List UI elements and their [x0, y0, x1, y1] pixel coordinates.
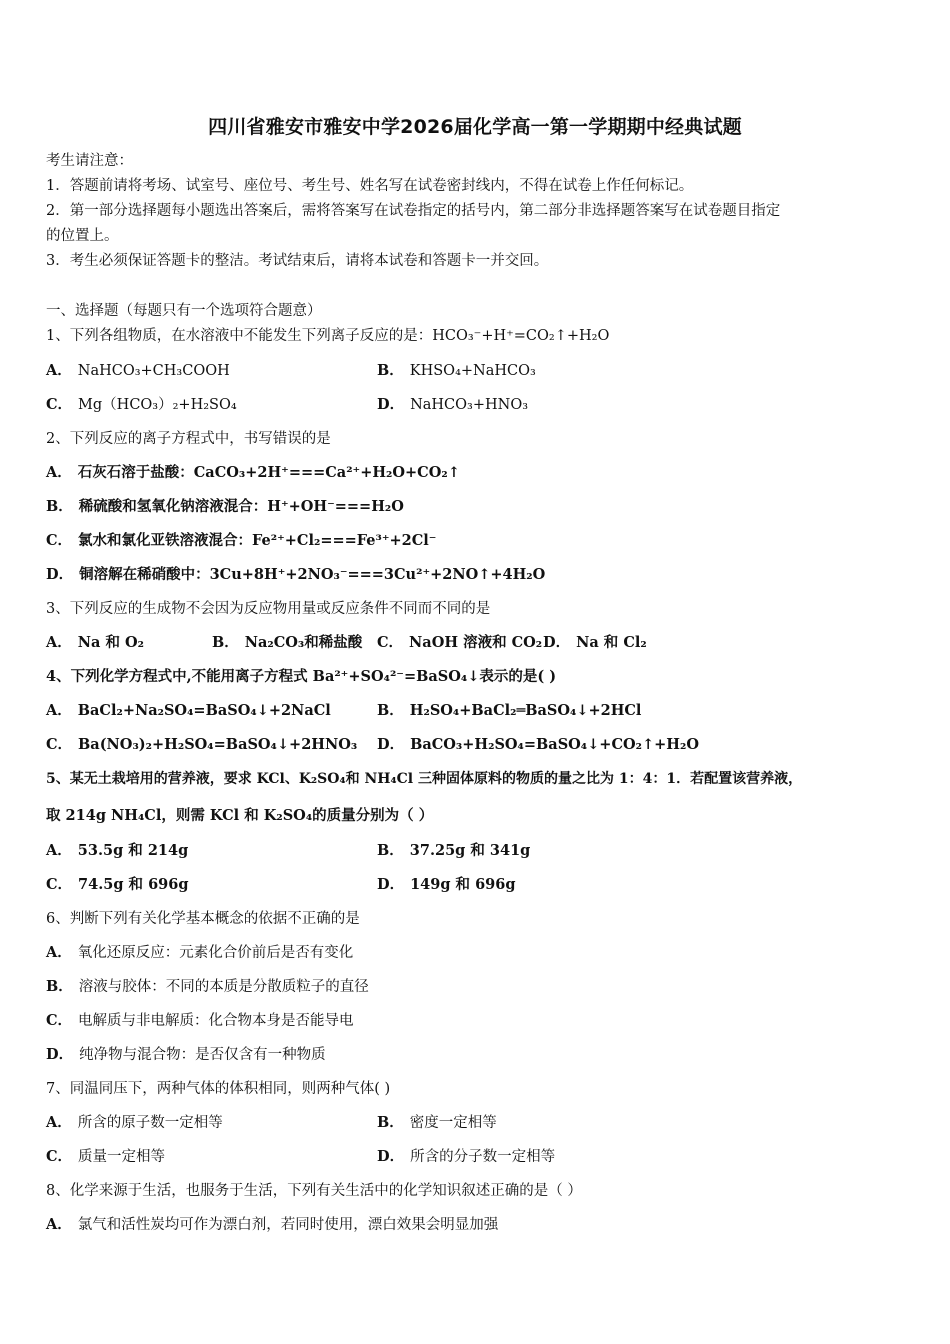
question-3-stem: 3、下列反应的生成物不会因为反应物用量或反应条件不同而不同的是 — [46, 601, 491, 617]
q6-option-c[interactable] — [46, 1011, 354, 1031]
option-text: 37.25g 和 341g — [409, 842, 531, 859]
option-text: 石灰石溶于盐酸：CaCO₃+2H⁺===Ca²⁺+H₂O+CO₂↑ — [77, 464, 460, 481]
option-label: B． — [212, 634, 239, 651]
option-label: A． — [46, 702, 72, 719]
option-label: B． — [377, 1114, 404, 1131]
option-label: B． — [46, 498, 73, 515]
question-4-stem: 4、下列化学方程式中,不能用离子方程式 Ba²⁺+SO₄²⁻=BaSO₄↓表示的是( ) — [46, 668, 557, 685]
option-text: Na 和 O₂ — [77, 634, 144, 651]
question-8-stem: 8、化学来源于生活，也服务于生活，下列有关生活中的化学知识叙述正确的是（ ） — [46, 1183, 582, 1199]
option-label: C． — [46, 736, 73, 753]
q2-option-c[interactable] — [46, 531, 436, 551]
option-text: 质量一定相等 — [78, 1149, 166, 1165]
q4-option-d[interactable] — [377, 735, 699, 755]
notice-heading: 考生请注意： — [46, 153, 133, 169]
option-text: 53.5g 和 214g — [77, 842, 189, 859]
option-text: NaHCO₃+HNO₃ — [410, 397, 529, 413]
q5-option-b[interactable] — [377, 841, 530, 861]
option-text: 铜溶解在稀硝酸中：3Cu+8H⁺+2NO₃⁻===3Cu²⁺+2NO↑+4H₂O — [79, 566, 546, 583]
option-label: A． — [46, 464, 72, 481]
option-text: BaCl₂+Na₂SO₄=BaSO₄↓+2NaCl — [77, 702, 331, 719]
q6-option-a[interactable] — [46, 943, 353, 963]
option-label: C． — [46, 1148, 73, 1165]
notice-item-1: 1．答题前请将考场、试室号、座位号、考生号、姓名写在试卷密封线内，不得在试卷上作任何标记。 — [46, 178, 694, 194]
q4-option-b[interactable] — [377, 701, 641, 721]
option-text: 纯净物与混合物：是否仅含有一种物质 — [79, 1047, 326, 1063]
option-text: 稀硫酸和氢氧化钠溶液混合：H⁺+OH⁻===H₂O — [78, 498, 404, 515]
q1-option-d[interactable] — [377, 395, 528, 415]
option-label: A． — [46, 842, 72, 859]
option-label: D． — [377, 736, 405, 753]
option-label: D． — [46, 1046, 74, 1063]
option-text: 149g 和 696g — [410, 876, 516, 893]
q2-option-b[interactable] — [46, 497, 404, 517]
option-label: C． — [46, 876, 73, 893]
option-label: D． — [46, 566, 74, 583]
q7-option-b[interactable] — [377, 1113, 497, 1133]
option-label: C． — [377, 634, 404, 651]
q5-option-c[interactable] — [46, 875, 189, 895]
q1-option-a[interactable] — [46, 361, 230, 381]
option-text: 电解质与非电解质：化合物本身是否能导电 — [78, 1013, 354, 1029]
q6-option-b[interactable] — [46, 977, 369, 997]
option-label: C． — [46, 532, 73, 549]
option-text: BaCO₃+H₂SO₄=BaSO₄↓+CO₂↑+H₂O — [410, 736, 699, 753]
question-7-stem: 7、同温同压下，两种气体的体积相同，则两种气体( ) — [46, 1081, 391, 1097]
option-label: A． — [46, 1114, 72, 1131]
question-5-stem-cont: 取 214g NH₄Cl，则需 KCl 和 K₂SO₄的质量分别为（ ） — [46, 807, 434, 824]
option-text: Ba(NO₃)₂+H₂SO₄=BaSO₄↓+2HNO₃ — [78, 736, 358, 753]
option-label: D． — [543, 634, 571, 651]
option-label: B． — [46, 978, 73, 995]
section-heading: 一、选择题（每题只有一个选项符合题意） — [46, 303, 322, 319]
q3-option-d[interactable] — [543, 633, 647, 653]
option-label: B． — [377, 842, 404, 859]
option-text: 74.5g 和 696g — [78, 876, 189, 893]
q1-option-b[interactable] — [377, 361, 536, 381]
q5-option-d[interactable] — [377, 875, 516, 895]
notice-item-2: 2．第一部分选择题每小题选出答案后，需将答案写在试卷指定的括号内，第二部分非选择题答案写在试卷题目指定 — [46, 203, 781, 219]
q2-option-a[interactable] — [46, 463, 460, 483]
q6-option-d[interactable] — [46, 1045, 326, 1065]
q7-option-c[interactable] — [46, 1147, 165, 1167]
option-text: NaHCO₃+CH₃COOH — [77, 363, 230, 379]
option-text: 所含的分子数一定相等 — [410, 1149, 556, 1165]
q2-option-d[interactable] — [46, 565, 545, 585]
option-text: 氧化还原反应：元素化合价前后是否有变化 — [77, 945, 354, 961]
option-text: KHSO₄+NaHCO₃ — [409, 363, 536, 379]
option-text: NaOH 溶液和 CO₂ — [409, 634, 543, 651]
notice-item-2-cont: 的位置上。 — [46, 228, 119, 244]
q3-option-a[interactable] — [46, 633, 144, 653]
q4-option-a[interactable] — [46, 701, 331, 721]
option-label: A． — [46, 634, 72, 651]
q3-option-b[interactable] — [212, 633, 362, 653]
option-label: B． — [377, 702, 404, 719]
q8-option-a[interactable] — [46, 1215, 498, 1235]
option-label: D． — [377, 1148, 405, 1165]
option-label: D． — [377, 396, 405, 413]
option-label: A． — [46, 944, 72, 961]
question-5-stem: 5、某无土栽培用的营养液，要求 KCl、K₂SO₄和 NH₄Cl 三种固体原料的物质的量之比为 1：4：1．若配置该营养液， — [46, 771, 803, 787]
option-text: 所含的原子数一定相等 — [77, 1115, 223, 1131]
option-label: B． — [377, 362, 404, 379]
option-text: Na₂CO₃和稀盐酸 — [244, 634, 363, 651]
question-6-stem: 6、判断下列有关化学基本概念的依据不正确的是 — [46, 911, 360, 927]
option-text: 密度一定相等 — [409, 1115, 497, 1131]
option-text: 氯水和氯化亚铁溶液混合：Fe²⁺+Cl₂===Fe³⁺+2Cl⁻ — [78, 532, 437, 549]
option-text: H₂SO₄+BaCl₂═BaSO₄↓+2HCl — [409, 702, 642, 719]
option-text: 溶液与胶体：不同的本质是分散质粒子的直径 — [78, 979, 369, 995]
q7-option-d[interactable] — [377, 1147, 555, 1167]
question-2-stem: 2、下列反应的离子方程式中，书写错误的是 — [46, 431, 331, 447]
q5-option-a[interactable] — [46, 841, 188, 861]
notice-item-3: 3．考生必须保证答题卡的整洁。考试结束后，请将本试卷和答题卡一并交回。 — [46, 253, 549, 269]
q7-option-a[interactable] — [46, 1113, 223, 1133]
option-text: 氯气和活性炭均可作为漂白剂，若同时使用，漂白效果会明显加强 — [77, 1217, 499, 1233]
q3-option-c[interactable] — [377, 633, 542, 653]
option-label: A． — [46, 362, 72, 379]
option-label: C． — [46, 1012, 73, 1029]
option-label: C． — [46, 396, 73, 413]
option-text: Na 和 Cl₂ — [576, 634, 647, 651]
option-label: A． — [46, 1216, 72, 1233]
option-label: D． — [377, 876, 405, 893]
page-title: 四川省雅安市雅安中学2026届化学高一第一学期期中经典试题 — [208, 116, 742, 138]
q1-option-c[interactable] — [46, 395, 237, 415]
question-1-stem: 1、下列各组物质，在水溶液中不能发生下列离子反应的是：HCO₃⁻+H⁺=CO₂↑+H₂O — [46, 328, 610, 344]
q4-option-c[interactable] — [46, 735, 357, 755]
option-text: Mg（HCO₃）₂+H₂SO₄ — [78, 397, 237, 413]
